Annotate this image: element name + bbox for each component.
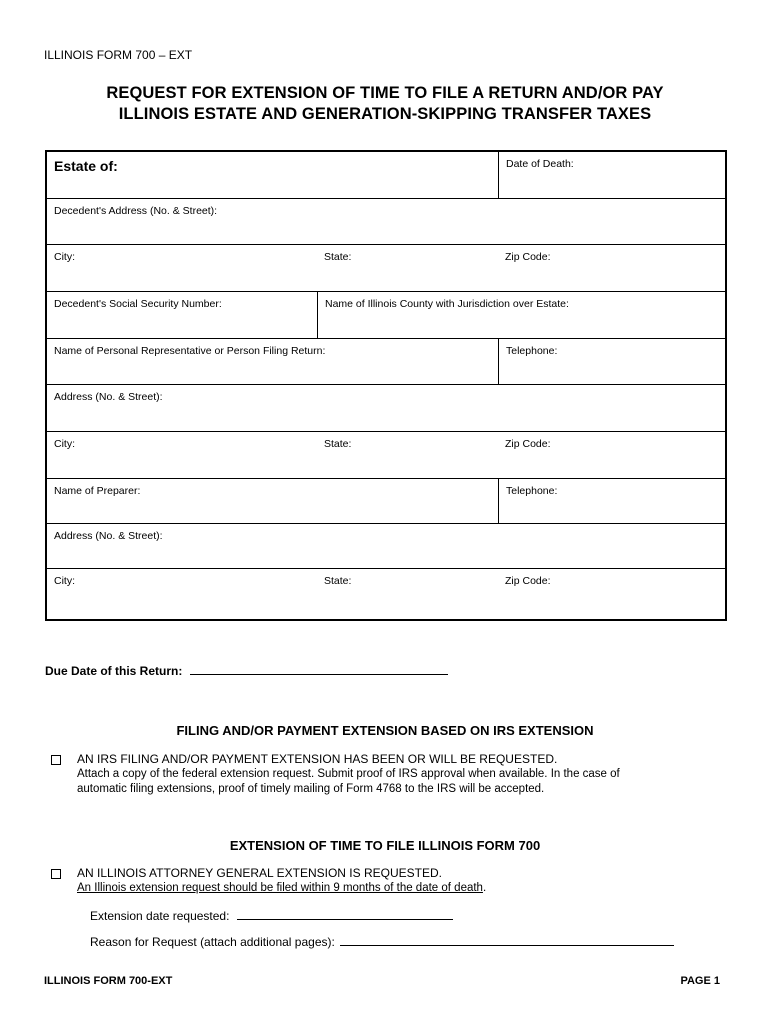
city-label: City:: [54, 438, 75, 450]
extension-date-input-line[interactable]: [237, 919, 453, 920]
footer-page-number: PAGE 1: [680, 975, 720, 987]
illinois-extension-note: [77, 881, 486, 896]
form-title-line-1: REQUEST FOR EXTENSION OF TIME TO FILE A RETURN AND/OR PAY: [106, 84, 664, 102]
county-label: Name of Illinois County with Jurisdiction over Estate:: [325, 298, 569, 310]
telephone-label: Telephone:: [506, 345, 558, 357]
irs-extension-item-text: AN IRS FILING AND/OR PAYMENT EXTENSION HAS BEEN OR WILL BE REQUESTED.: [77, 752, 558, 766]
row-representative: [47, 339, 725, 385]
row-representative-city: [47, 432, 725, 479]
due-date-row: [45, 664, 448, 678]
decedent-address-label: Decedent's Address (No. & Street):: [54, 205, 218, 217]
irs-extension-heading: FILING AND/OR PAYMENT EXTENSION BASED ON IRS EXTENSION: [176, 723, 594, 738]
state-label: State:: [324, 251, 352, 263]
state-label: State:: [324, 438, 352, 450]
row-preparer-address: [47, 524, 725, 569]
ssn-label: Decedent's Social Security Number:: [54, 298, 222, 310]
form-title-line-2: ILLINOIS ESTATE AND GENERATION-SKIPPING TRANSFER TAXES: [118, 105, 652, 123]
city-label: City:: [54, 251, 75, 263]
reason-row: [90, 935, 674, 949]
preparer-label: Name of Preparer:: [54, 485, 141, 497]
representative-name-label: Name of Personal Representative or Person Filing Return:: [54, 345, 326, 357]
preparer-telephone-field[interactable]: [498, 479, 725, 523]
address-label: Address (No. & Street):: [54, 391, 163, 403]
preparer-name-field[interactable]: [47, 479, 498, 523]
reason-label: Reason for Request (attach additional pages):: [90, 935, 335, 949]
decedent-address-field[interactable]: [47, 199, 725, 244]
representative-zip-field[interactable]: [498, 432, 725, 478]
representative-city-field[interactable]: [47, 432, 317, 478]
preparer-state-field[interactable]: [317, 569, 498, 619]
row-decedent-address: [47, 199, 725, 245]
form-identifier: ILLINOIS FORM 700 – EXT: [44, 48, 193, 62]
due-date-input-line[interactable]: [190, 674, 448, 675]
representative-name-field[interactable]: [47, 339, 498, 384]
estate-of-field[interactable]: [47, 152, 498, 198]
row-decedent-city: [47, 245, 725, 292]
zip-label: Zip Code:: [505, 575, 551, 587]
irs-extension-note-line-2: automatic filing extensions, proof of timely mailing of Form 4768 to the IRS will be accepted.: [77, 783, 545, 795]
extension-date-row: [90, 909, 453, 923]
row-estate: [47, 152, 725, 199]
illinois-extension-heading: EXTENSION OF TIME TO FILE ILLINOIS FORM 700: [229, 838, 541, 853]
illinois-extension-note-period: .: [482, 882, 487, 894]
due-date-label: Due Date of this Return:: [45, 664, 183, 678]
address-label: Address (No. & Street):: [54, 530, 163, 542]
preparer-address-field[interactable]: [47, 524, 725, 568]
representative-telephone-field[interactable]: [498, 339, 725, 384]
state-label: State:: [324, 575, 352, 587]
county-field[interactable]: [317, 292, 725, 338]
decedent-city-field[interactable]: [47, 245, 317, 291]
preparer-zip-field[interactable]: [498, 569, 725, 619]
date-of-death-label: Date of Death:: [506, 158, 574, 170]
representative-state-field[interactable]: [317, 432, 498, 478]
illinois-extension-note-underlined: An Illinois extension request should be filed within 9 months of the date of death: [77, 882, 483, 894]
representative-address-field[interactable]: [47, 385, 725, 431]
row-representative-address: [47, 385, 725, 432]
city-label: City:: [54, 575, 75, 587]
decedent-zip-field[interactable]: [498, 245, 725, 291]
irs-extension-checkbox[interactable]: [51, 755, 61, 765]
reason-input-line[interactable]: [340, 945, 674, 946]
estate-of-label: Estate of:: [54, 158, 118, 174]
illinois-extension-checkbox[interactable]: [51, 869, 61, 879]
row-ssn-county: [47, 292, 725, 339]
date-of-death-field[interactable]: [498, 152, 725, 198]
estate-info-box: [45, 150, 727, 621]
zip-label: Zip Code:: [505, 438, 551, 450]
row-preparer-city: [47, 569, 725, 619]
irs-extension-note-line-1: Attach a copy of the federal extension request. Submit proof of IRS approval when available. In the case of: [77, 768, 620, 780]
telephone-label: Telephone:: [506, 485, 558, 497]
illinois-extension-item-text: AN ILLINOIS ATTORNEY GENERAL EXTENSION IS REQUESTED.: [77, 866, 442, 880]
row-preparer: [47, 479, 725, 524]
ssn-field[interactable]: [47, 292, 317, 338]
extension-date-label: Extension date requested:: [90, 909, 230, 923]
footer-form-id: ILLINOIS FORM 700-EXT: [44, 975, 173, 987]
decedent-state-field[interactable]: [317, 245, 498, 291]
preparer-city-field[interactable]: [47, 569, 317, 619]
zip-label: Zip Code:: [505, 251, 551, 263]
